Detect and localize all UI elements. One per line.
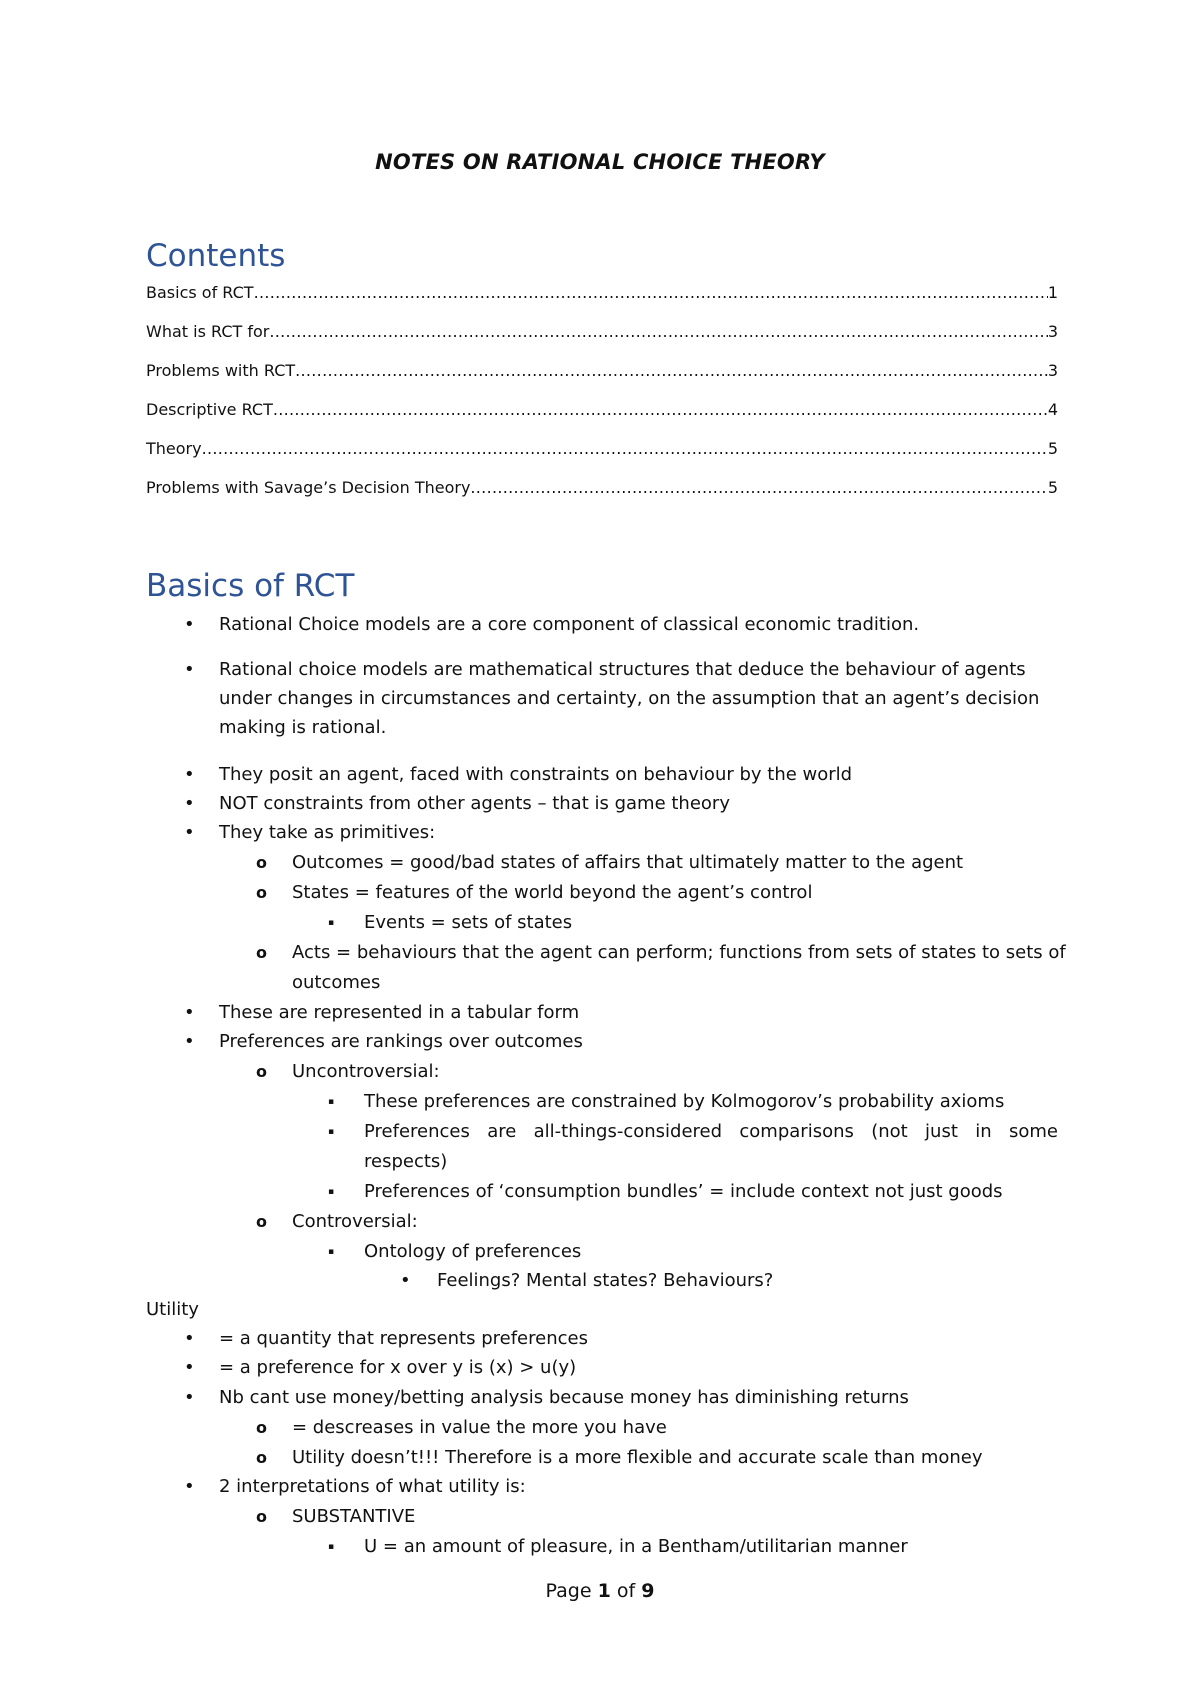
body-line: outcomes <box>292 972 381 993</box>
bullet-glyph: ▪ <box>328 1097 335 1107</box>
body-line: respects) <box>364 1151 448 1172</box>
page-footer <box>0 1580 1200 1602</box>
toc-leader <box>202 439 1048 458</box>
toc-label: Basics of RCT <box>146 283 254 302</box>
bullet-glyph: • <box>184 1476 195 1497</box>
body-line: Uncontroversial: <box>292 1061 440 1082</box>
body-line: Controversial: <box>292 1211 418 1232</box>
toc-entry[interactable] <box>146 397 1058 419</box>
body-line: Feelings? Mental states? Behaviours? <box>437 1270 774 1291</box>
bullet-glyph: o <box>256 943 267 962</box>
body-line: Events = sets of states <box>364 912 573 933</box>
body-line: under changes in circumstances and certainty, on the assumption that an agent’s decision <box>219 688 1040 709</box>
toc-page-number: 5 <box>1047 439 1058 458</box>
toc-entry[interactable] <box>146 319 1058 341</box>
bullet-glyph: • <box>184 764 195 785</box>
body-line: Preferences of ‘consumption bundles’ = include context not just goods <box>364 1181 1003 1202</box>
toc-label: Problems with RCT <box>146 361 296 380</box>
body-line: Preferences are all-things-considered comparisons (not just in some <box>364 1121 1058 1142</box>
body-line: Rational Choice models are a core component of classical economic tradition. <box>219 614 920 635</box>
toc-entry[interactable] <box>146 358 1058 380</box>
bullet-glyph: ▪ <box>328 1187 335 1197</box>
body-line: Nb cant use money/betting analysis because money has diminishing returns <box>219 1387 909 1408</box>
body-line: 2 interpretations of what utility is: <box>219 1476 526 1497</box>
toc-leader <box>269 322 1047 341</box>
bullet-glyph: • <box>184 1002 195 1023</box>
body-line: Acts = behaviours that the agent can perform; functions from sets of states to sets of <box>292 942 1066 963</box>
toc-page-number: 5 <box>1047 478 1058 497</box>
body-line: = descreases in value the more you have <box>292 1417 667 1438</box>
body-line: Preferences are rankings over outcomes <box>219 1031 583 1052</box>
body-line: These are represented in a tabular form <box>219 1002 580 1023</box>
footer-middle: of <box>610 1580 642 1602</box>
bullet-glyph: o <box>256 1418 267 1437</box>
bullet-glyph: ▪ <box>328 1127 335 1137</box>
bullet-glyph: ▪ <box>328 1542 335 1552</box>
toc-entry[interactable] <box>146 436 1058 458</box>
footer-prefix: Page <box>545 1580 598 1602</box>
bullet-glyph: • <box>184 793 195 814</box>
bullet-glyph: • <box>184 659 195 680</box>
toc-leader <box>254 283 1048 302</box>
toc-leader <box>295 361 1048 380</box>
toc-page-number: 1 <box>1047 283 1058 302</box>
toc-label: What is RCT for <box>146 322 270 341</box>
body-line: = a preference for x over y is (x) > u(y) <box>219 1357 577 1378</box>
bullet-glyph: o <box>256 883 267 902</box>
toc-entry[interactable] <box>146 475 1058 497</box>
body-line: Rational choice models are mathematical structures that deduce the behaviour of agents <box>219 659 1026 680</box>
bullet-glyph: • <box>400 1270 411 1291</box>
toc-page-number: 3 <box>1047 361 1058 380</box>
total-page-count: 9 <box>641 1580 655 1602</box>
bullet-glyph: • <box>184 1357 195 1378</box>
bullet-glyph: • <box>184 1328 195 1349</box>
bullet-glyph: • <box>184 1387 195 1408</box>
toc-page-number: 3 <box>1047 322 1058 341</box>
body-line: States = features of the world beyond the agent’s control <box>292 882 813 903</box>
toc-entry[interactable] <box>146 280 1058 302</box>
bullet-glyph: o <box>256 1212 267 1231</box>
document-title: NOTES ON RATIONAL CHOICE THEORY <box>375 150 825 174</box>
toc-leader <box>273 400 1048 419</box>
bullet-glyph: o <box>256 1062 267 1081</box>
bullet-glyph: o <box>256 853 267 872</box>
contents-heading: Contents <box>146 238 286 274</box>
body-line: U = an amount of pleasure, in a Bentham/utilitarian manner <box>364 1536 908 1557</box>
subheading-utility: Utility <box>146 1299 199 1320</box>
body-line: NOT constraints from other agents – that is game theory <box>219 793 730 814</box>
section-heading: Basics of RCT <box>146 568 355 604</box>
body-line: Outcomes = good/bad states of affairs that ultimately matter to the agent <box>292 852 964 873</box>
bullet-glyph: o <box>256 1507 267 1526</box>
body-line: Utility doesn’t!!! Therefore is a more flexible and accurate scale than money <box>292 1447 983 1468</box>
toc-leader <box>470 478 1047 497</box>
toc-page-number: 4 <box>1047 400 1058 419</box>
bullet-glyph: ▪ <box>328 918 335 928</box>
current-page-number: 1 <box>597 1580 611 1602</box>
bullet-glyph: • <box>184 614 195 635</box>
toc-label: Problems with Savage’s Decision Theory <box>146 478 471 497</box>
body-line: SUBSTANTIVE <box>292 1506 416 1527</box>
body-line: They posit an agent, faced with constraints on behaviour by the world <box>219 764 853 785</box>
body-line: They take as primitives: <box>219 822 436 843</box>
body-line: Ontology of preferences <box>364 1241 582 1262</box>
toc-label: Theory <box>146 439 202 458</box>
body-line: making is rational. <box>219 717 387 738</box>
body-line: = a quantity that represents preferences <box>219 1328 588 1349</box>
bullet-glyph: • <box>184 1031 195 1052</box>
bullet-glyph: • <box>184 822 195 843</box>
bullet-glyph: ▪ <box>328 1247 335 1257</box>
toc-label: Descriptive RCT <box>146 400 273 419</box>
body-line: These preferences are constrained by Kolmogorov’s probability axioms <box>364 1091 1005 1112</box>
bullet-glyph: o <box>256 1448 267 1467</box>
